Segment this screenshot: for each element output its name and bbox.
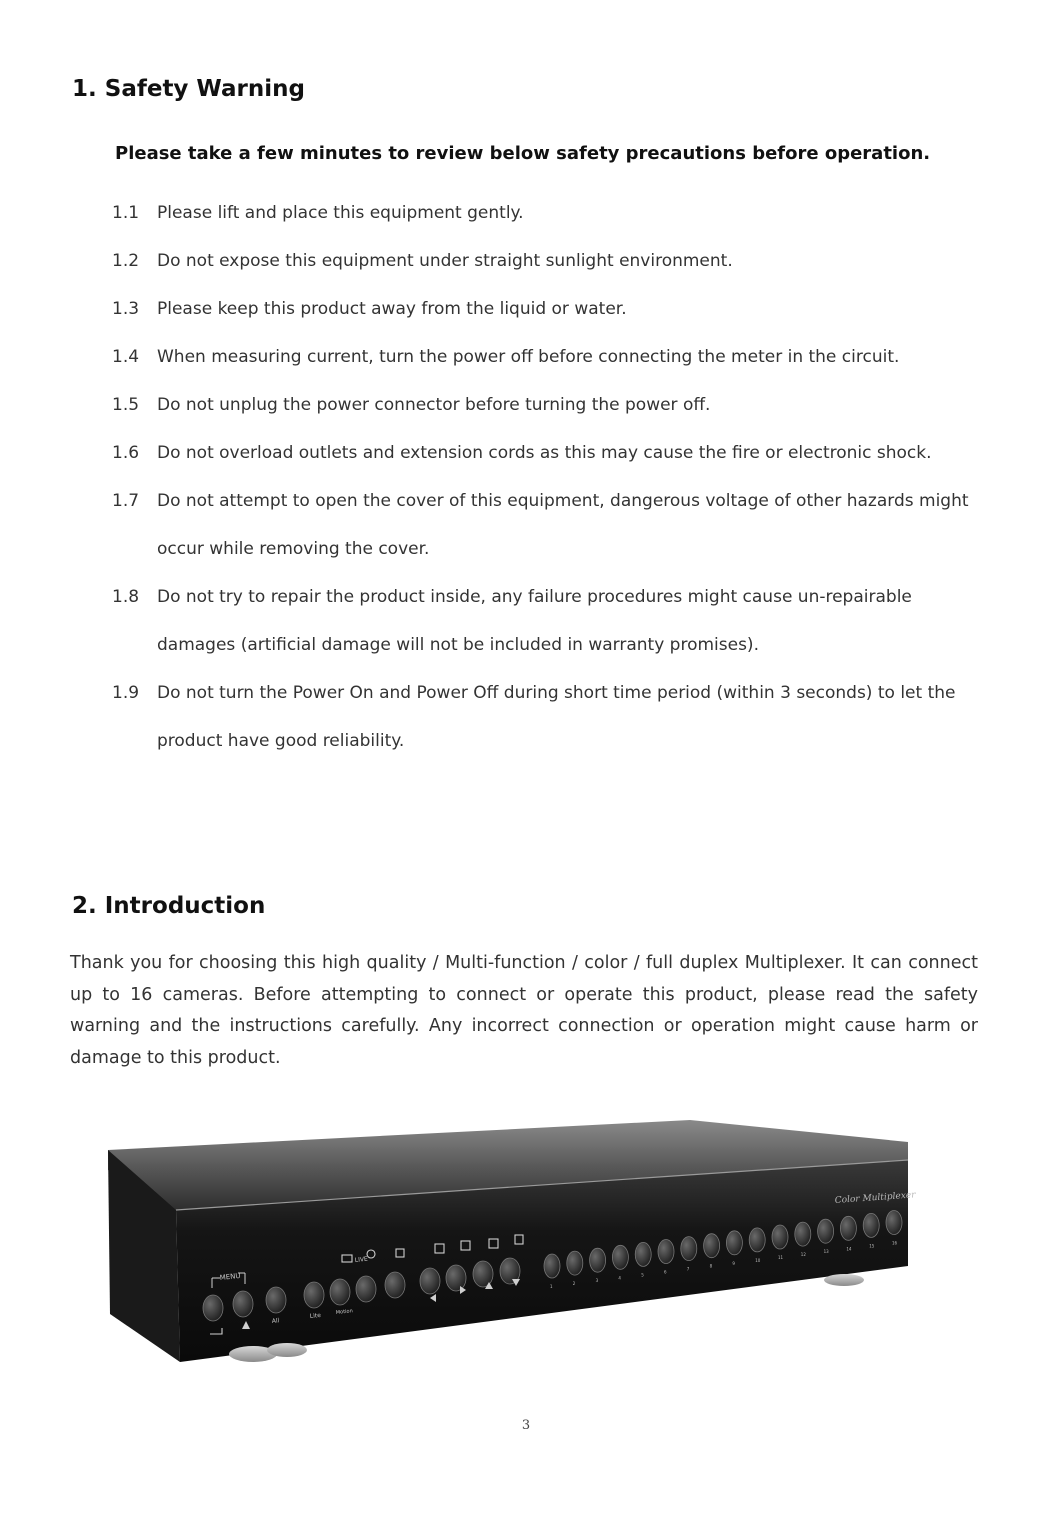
section-heading-safety-warning: 1. Safety Warning bbox=[72, 76, 305, 102]
live-label: LIVE bbox=[354, 1255, 369, 1264]
camera-button bbox=[635, 1242, 651, 1266]
item-number: 1.2 bbox=[112, 251, 140, 271]
camera-number-label: 4 bbox=[618, 1275, 621, 1281]
item-number: 1.1 bbox=[112, 203, 140, 223]
panel-button bbox=[330, 1279, 350, 1305]
item-text: Please keep this product away from the liquid or water. bbox=[157, 299, 627, 319]
item-number: 1.9 bbox=[112, 683, 140, 703]
list-item bbox=[112, 189, 992, 237]
camera-number-label: 9 bbox=[732, 1260, 735, 1266]
panel-button bbox=[233, 1291, 253, 1317]
multiplexer-device-image bbox=[100, 1108, 930, 1388]
motion-label: Motion bbox=[335, 1308, 354, 1316]
safety-lead-text: Please take a few minutes to review below safety precautions before operation. bbox=[115, 143, 931, 164]
list-item bbox=[112, 477, 992, 573]
camera-number-label: 7 bbox=[686, 1266, 690, 1272]
menu-label: MENU bbox=[219, 1271, 241, 1282]
panel-button bbox=[420, 1268, 440, 1294]
camera-button bbox=[681, 1237, 697, 1261]
panel-button bbox=[203, 1295, 223, 1321]
list-item bbox=[112, 381, 992, 429]
item-text: Please lift and place this equipment gently. bbox=[157, 203, 524, 223]
camera-button bbox=[818, 1219, 834, 1243]
panel-button bbox=[446, 1265, 466, 1291]
page-number: 3 bbox=[521, 1418, 531, 1433]
camera-button bbox=[840, 1216, 856, 1240]
camera-button bbox=[726, 1231, 742, 1255]
safety-precautions-list bbox=[112, 189, 992, 765]
camera-button bbox=[886, 1211, 902, 1235]
item-text: Do not expose this equipment under straight sunlight environment. bbox=[157, 251, 733, 271]
camera-button bbox=[795, 1222, 811, 1246]
list-item bbox=[112, 429, 992, 477]
camera-number-label: 6 bbox=[664, 1269, 667, 1275]
camera-button bbox=[704, 1234, 720, 1258]
item-number: 1.3 bbox=[112, 299, 140, 319]
camera-number-label: 2 bbox=[572, 1281, 576, 1287]
lite-label: Lite bbox=[309, 1311, 322, 1320]
item-text: Do not overload outlets and extension cords as this may cause the fire or electronic shock. bbox=[157, 443, 932, 463]
camera-button bbox=[567, 1251, 583, 1275]
section-heading-introduction: 2. Introduction bbox=[72, 893, 266, 919]
item-text: Do not turn the Power On and Power Off during short time period (within 3 seconds) to let the product have good reliability. bbox=[157, 683, 956, 751]
device-foot bbox=[267, 1343, 307, 1357]
item-text: Do not unplug the power connector before turning the power off. bbox=[157, 395, 711, 415]
panel-button bbox=[473, 1261, 493, 1287]
introduction-paragraph: Thank you for choosing this high quality / Multi-function / color / full duplex Multiplexer. It can connect up to 16 cameras. Before attempting to connect or operate this product, please read the safety warning and the instructions carefully. Any incorrect connection or operation might cause harm or damage to this product. bbox=[70, 953, 978, 1068]
item-number: 1.4 bbox=[112, 347, 140, 367]
item-number: 1.6 bbox=[112, 443, 140, 463]
camera-button bbox=[749, 1228, 765, 1252]
camera-number-label: 5 bbox=[641, 1272, 644, 1278]
camera-number-label: 3 bbox=[595, 1278, 599, 1284]
item-text: When measuring current, turn the power off before connecting the meter in the circuit. bbox=[157, 347, 900, 367]
camera-number-label: 16 bbox=[892, 1240, 898, 1246]
panel-button bbox=[266, 1287, 286, 1313]
list-item bbox=[112, 573, 992, 669]
list-item bbox=[112, 669, 992, 765]
camera-button bbox=[863, 1213, 879, 1237]
item-text: Do not try to repair the product inside, any failure procedures might cause un-repairable damages (artificial damage will not be included in warranty promises). bbox=[157, 587, 912, 655]
camera-number-label: 10 bbox=[755, 1257, 761, 1263]
camera-button bbox=[658, 1240, 674, 1264]
camera-number-label: 12 bbox=[800, 1252, 806, 1258]
camera-number-label: 8 bbox=[709, 1263, 713, 1269]
all-label: All bbox=[271, 1317, 280, 1325]
panel-button bbox=[385, 1272, 405, 1298]
camera-number-label: 13 bbox=[823, 1249, 829, 1255]
camera-button bbox=[544, 1254, 560, 1278]
item-text: Do not attempt to open the cover of this equipment, dangerous voltage of other hazards might occur while removing the cover. bbox=[157, 491, 969, 559]
camera-button bbox=[612, 1245, 628, 1269]
camera-number-label: 15 bbox=[869, 1243, 875, 1249]
item-number: 1.5 bbox=[112, 395, 140, 415]
panel-button bbox=[356, 1276, 376, 1302]
camera-number-label: 1 bbox=[550, 1284, 553, 1289]
camera-button bbox=[772, 1225, 788, 1249]
camera-number-label: 11 bbox=[778, 1255, 784, 1260]
panel-button bbox=[304, 1282, 324, 1308]
list-item bbox=[112, 333, 992, 381]
item-number: 1.7 bbox=[112, 491, 140, 511]
camera-number-label: 14 bbox=[846, 1246, 852, 1252]
device-foot bbox=[824, 1274, 864, 1286]
camera-button bbox=[590, 1248, 606, 1272]
brand-label: Color Multiplexer bbox=[834, 1190, 916, 1206]
list-item bbox=[112, 237, 992, 285]
item-number: 1.8 bbox=[112, 587, 140, 607]
list-item bbox=[112, 285, 992, 333]
